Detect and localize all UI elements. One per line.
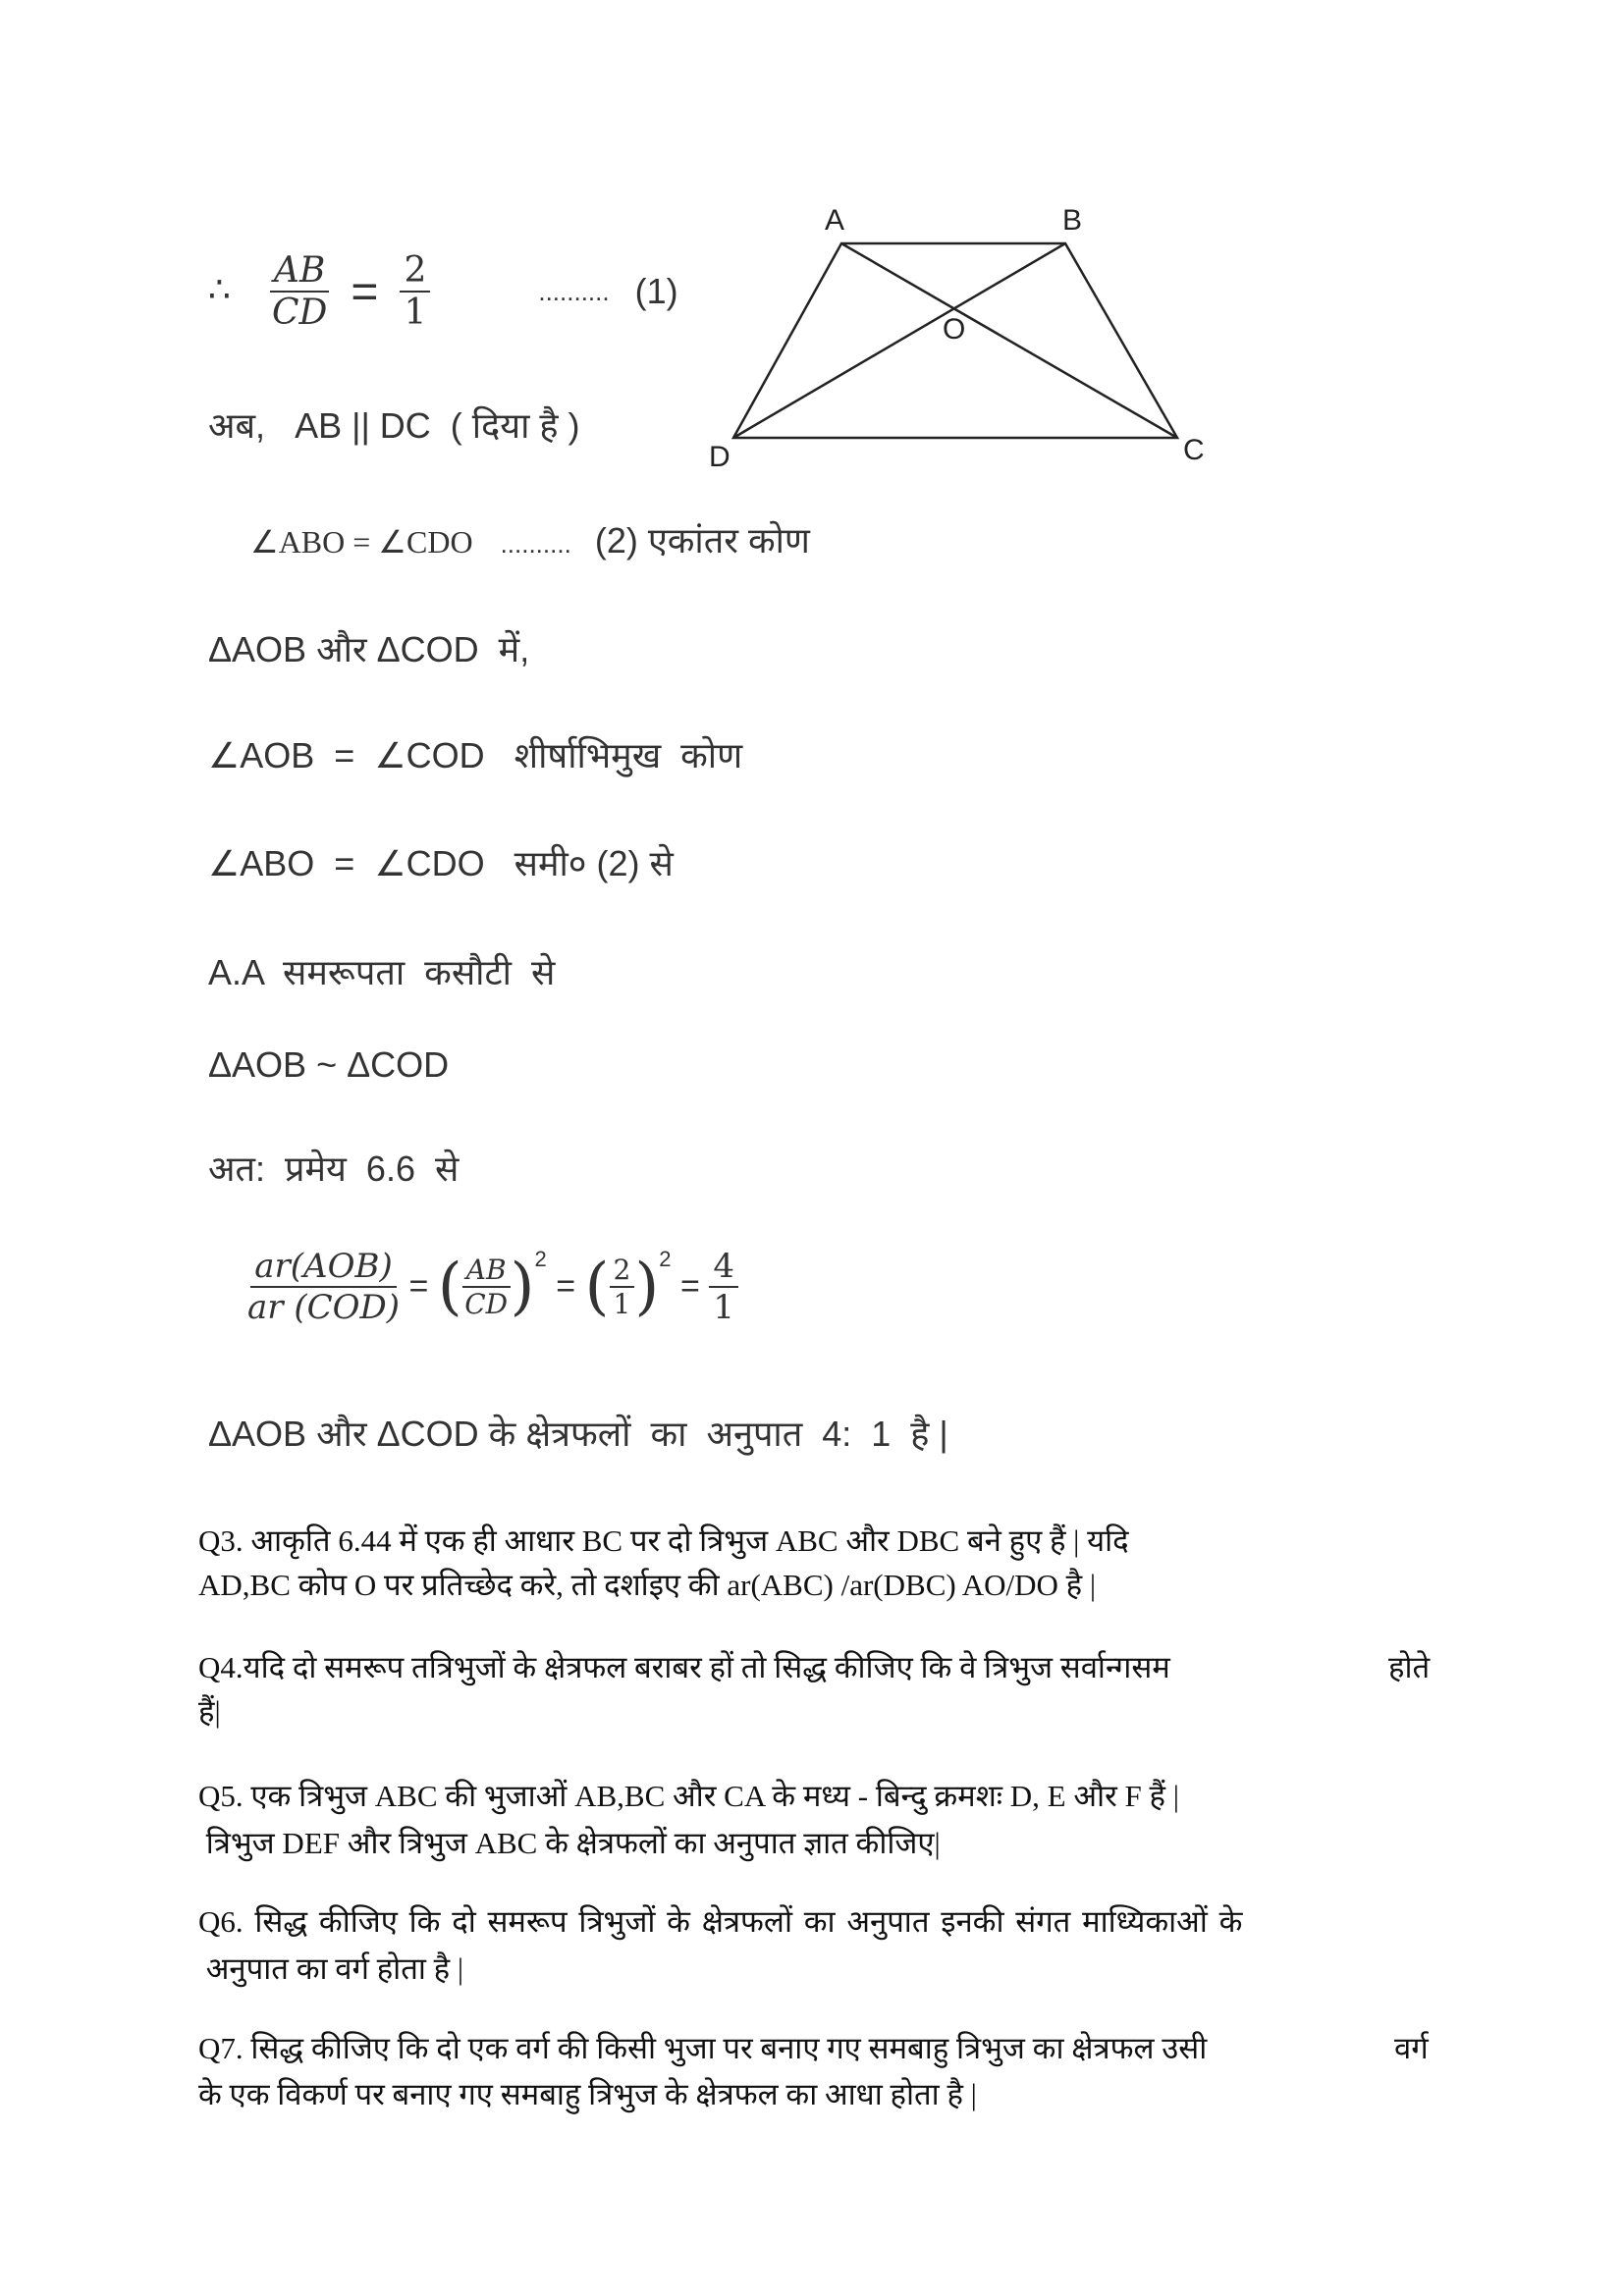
numerator: AB xyxy=(462,1254,511,1288)
exponent: 2 xyxy=(534,1247,547,1271)
denominator: 1 xyxy=(713,1288,734,1327)
numerator: 2 xyxy=(400,250,430,293)
area-ratio-equation xyxy=(247,1247,738,1327)
dots: .......... xyxy=(538,276,610,306)
fraction-areas xyxy=(247,1247,400,1327)
from-eq2-line: ∠ABO = ∠CDO समी० (2) से xyxy=(208,843,674,883)
theorem-line: अत: प्रमेय 6.6 से xyxy=(208,1148,460,1189)
question-4-line-2: हैं| xyxy=(198,1694,221,1729)
paren: ( xyxy=(437,1251,462,1323)
question-5-line-2: त्रिभुज DEF और त्रिभुज ABC के क्षेत्रफलों का अनुपात ज्ञात कीजिए| xyxy=(198,1826,941,1860)
fraction-2-1 xyxy=(400,250,430,333)
trapezium-diagram xyxy=(687,196,1237,481)
paren: ) xyxy=(634,1251,660,1323)
similarity-line: ΔAOB ~ ΔCOD xyxy=(208,1044,450,1085)
question-3-line-1: Q3. आकृति 6.44 में एक ही आधार BC पर दो त्रिभुज ABC और DBC बने हुए हैं | यदि xyxy=(198,1523,1129,1558)
label-o: O xyxy=(943,313,966,346)
equals: = xyxy=(408,1267,429,1306)
numerator: ar(AOB) xyxy=(250,1247,396,1288)
paren: ) xyxy=(510,1251,535,1323)
alternate-angles-line xyxy=(250,515,810,563)
fraction-ab-cd xyxy=(462,1254,511,1320)
equation-tag: (2) एकांतर कोण xyxy=(594,520,810,561)
question-5-line-1: Q5. एक त्रिभुज ABC की भुजाओं AB,BC और CA के मध्य - बिन्दु क्रमशः D, E और F हैं | xyxy=(198,1779,1179,1813)
question-7-line-2: के एक विकर्ण पर बनाए गए समबाहु त्रिभुज के क्षेत्रफल का आधा होता है | xyxy=(198,2077,977,2111)
triangles-line: ΔAOB और ΔCOD में, xyxy=(208,629,530,669)
equation-1 xyxy=(208,250,678,333)
vertically-opposite-line: ∠AOB = ∠COD शीर्षाभिमुख कोण xyxy=(208,735,743,775)
exponent: 2 xyxy=(659,1247,672,1271)
fraction-4-1 xyxy=(709,1247,738,1327)
fraction-ab-cd xyxy=(270,250,329,333)
denominator: 1 xyxy=(613,1288,631,1320)
denominator: CD xyxy=(271,293,328,333)
question-4-line-1: Q4.यदि दो समरूप तत्रिभुजों के क्षेत्रफल बराबर हों तो सिद्ध कीजिए कि वे त्रिभुज सर्वान्गसम xyxy=(198,1650,1170,1684)
question-3-line-2: AD,BC कोप O पर प्रतिच्छेद करे, तो दर्शाइए की ar(ABC) /ar(DBC) AO/DO है | xyxy=(198,1568,1097,1602)
numerator: 4 xyxy=(709,1247,738,1288)
fraction-2-1 xyxy=(610,1254,635,1320)
parallel-line: अब, AB || DC ( दिया है ) xyxy=(208,405,580,446)
denominator: 1 xyxy=(404,293,427,333)
label-c: C xyxy=(1183,434,1205,466)
denominator: CD xyxy=(464,1288,509,1320)
equation-tag: (1) xyxy=(634,271,678,311)
question-6-line-2: अनुपात का वर्ग होता है | xyxy=(198,1951,464,1986)
denominator: ar (COD) xyxy=(247,1288,401,1327)
diagonal-bd xyxy=(733,243,1065,438)
question-4-line-1-end: होते xyxy=(1388,1650,1431,1684)
diagonal-ac xyxy=(841,243,1177,438)
question-7-line-1-end: वर्ग xyxy=(1394,2031,1429,2065)
label-a: A xyxy=(825,204,845,237)
numerator: 2 xyxy=(610,1254,635,1288)
question-7-line-1: Q7. सिद्ध कीजिए कि दो एक वर्ग की किसी भुजा पर बनाए गए समबाहु त्रिभुज का क्षेत्रफल उसी xyxy=(198,2031,1208,2065)
equals: = xyxy=(556,1267,576,1306)
aa-criterion-line: A.A समरूपता कसौटी से xyxy=(208,952,556,992)
label-b: B xyxy=(1062,204,1083,237)
question-6-line-1: Q6. सिद्ध कीजिए कि दो समरूप त्रिभुजों के क्षेत्रफलों का अनुपात इनकी संगत माध्यिकाओं के xyxy=(198,1904,1243,1939)
conclusion-line: ΔAOB और ΔCOD के क्षेत्रफलों का अनुपात 4: 1 है | xyxy=(208,1414,948,1454)
equals: = xyxy=(680,1267,700,1306)
numerator: AB xyxy=(270,250,329,293)
label-d: D xyxy=(709,441,730,473)
dots: .......... xyxy=(500,529,571,559)
therefore-symbol: ∴ xyxy=(208,268,231,309)
angle-expression: ∠ABO = ∠CDO xyxy=(250,524,473,560)
equals: = xyxy=(351,265,379,318)
paren: ( xyxy=(584,1251,610,1323)
